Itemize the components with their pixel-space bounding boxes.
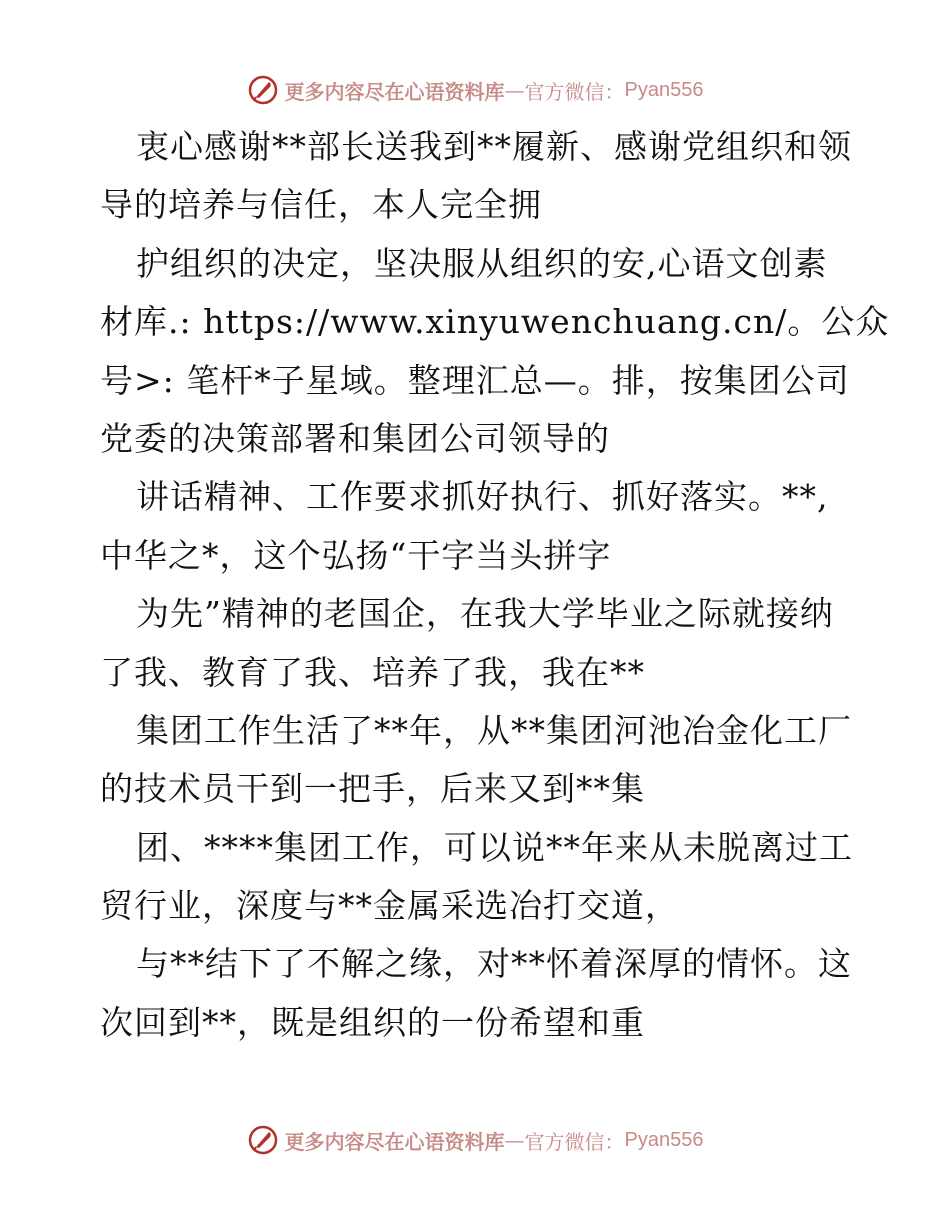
quill-logo-icon bbox=[247, 74, 279, 106]
body-line: 次回到**，既是组织的一份希望和重 bbox=[100, 1002, 645, 1042]
body-line: 讲话精神、工作要求抓好执行、抓好落实。**, bbox=[136, 477, 829, 517]
body-line: 衷心感谢**部长送我到**履新、感谢党组织和领 bbox=[136, 127, 852, 166]
footer-banner bbox=[0, 1120, 950, 1160]
banner-wechat-label: 官方微信： bbox=[524, 1129, 625, 1154]
body-line: 中华之*，这个弘扬“干字当头拼字 bbox=[100, 535, 612, 575]
body-line: 号>: 笔杆*子星域。整理汇总—。排，按集团公司 bbox=[100, 360, 850, 400]
body-line: 党委的决策部署和集团公司领导的 bbox=[100, 418, 610, 458]
banner-wechat-id: Pyan556 bbox=[624, 78, 704, 101]
banner-separator: — bbox=[504, 78, 525, 102]
body-line: 集团工作生活了**年，从**集团河池冶金化工厂 bbox=[136, 710, 852, 750]
body-line: 材库.: https://www.xinyuwenchuang.cn/。公众 bbox=[100, 302, 890, 342]
banner-slogan: 更多内容尽在心语资料库 bbox=[284, 1129, 505, 1154]
banner-wechat-id: Pyan556 bbox=[624, 1128, 704, 1151]
body-line: 团、****集团工作，可以说**年来从未脱离过工 bbox=[136, 827, 853, 867]
banner-separator: — bbox=[504, 1128, 525, 1152]
body-line: 为先”精神的老国企，在我大学毕业之际就接纳 bbox=[136, 594, 834, 634]
body-line: 了我、教育了我、培养了我，我在** bbox=[100, 652, 645, 692]
document-body bbox=[100, 118, 890, 1052]
body-line: 的技术员干到一把手，后来又到**集 bbox=[100, 769, 645, 809]
body-line: 贸行业，深度与**金属采选冶打交道， bbox=[100, 886, 679, 926]
header-banner bbox=[0, 70, 950, 110]
body-line: 与**结下了不解之缘，对**怀着深厚的情怀。这 bbox=[136, 944, 852, 984]
banner-wechat-label: 官方微信： bbox=[524, 79, 625, 104]
body-line: 护组织的决定，坚决服从组织的安,心语文创素 bbox=[136, 243, 828, 283]
body-line: 导的培养与信任，本人完全拥 bbox=[100, 185, 542, 225]
banner-slogan: 更多内容尽在心语资料库 bbox=[284, 79, 505, 104]
quill-logo-icon bbox=[247, 1124, 279, 1156]
